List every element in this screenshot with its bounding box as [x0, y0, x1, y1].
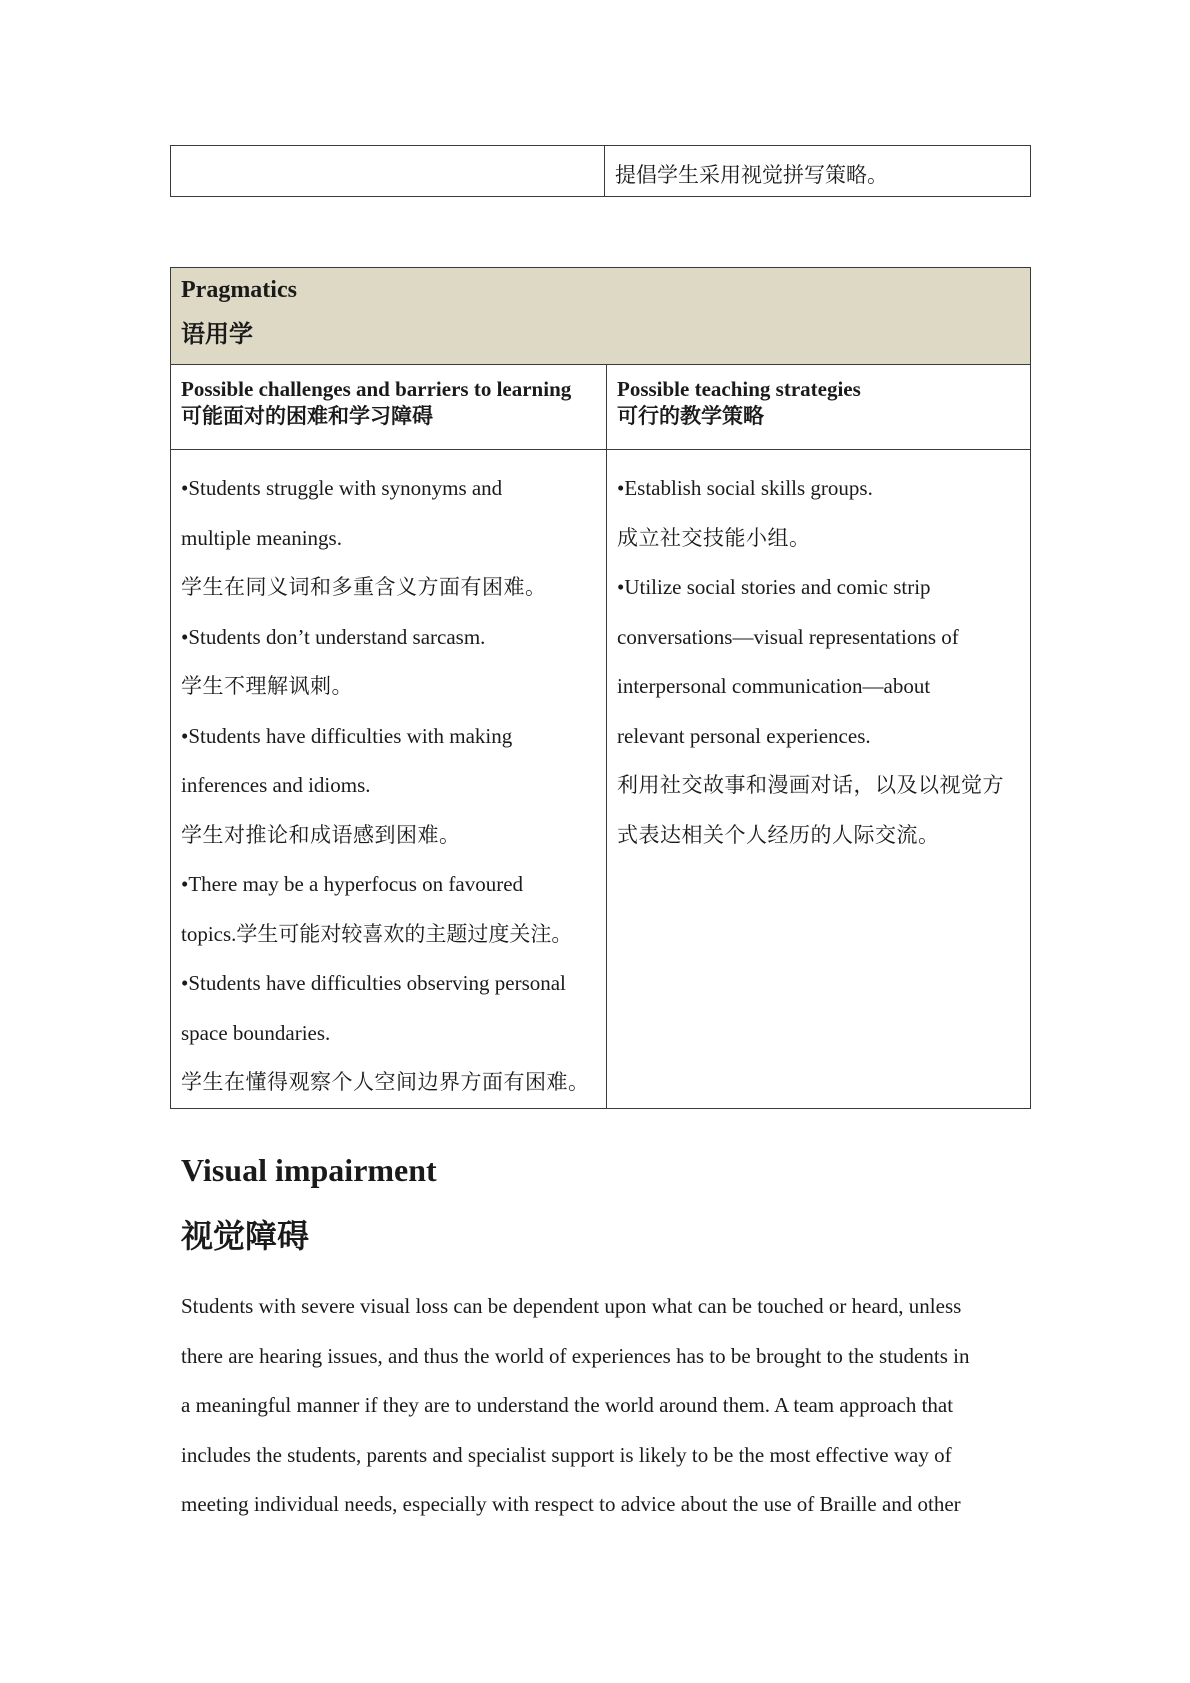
challenge-line: topics.学生可能对较喜欢的主题过度关注。: [181, 921, 573, 946]
challenge-line: 学生对推论和成语感到困难。: [181, 822, 461, 847]
challenge-line: •Students struggle with synonyms and: [181, 476, 503, 500]
challenges-header-cn: 可能面对的困难和学习障碍: [181, 404, 433, 429]
section-title-en: Pragmatics: [181, 277, 297, 303]
empty-cell: [171, 146, 605, 197]
section-heading-en: Visual impairment: [181, 1152, 437, 1188]
paragraph-line: a meaningful manner if they are to understand the world around them. A team approach that: [181, 1393, 954, 1417]
strategy-line: 式表达相关个人经历的人际交流。: [617, 822, 940, 847]
challenge-line: •Students have difficulties observing personal: [181, 971, 566, 995]
challenges-header-en: Possible challenges and barriers to learning: [181, 377, 572, 401]
strategy-text: 提倡学生采用视觉拼写策略。: [615, 163, 888, 187]
challenge-line: 学生在同义词和多重含义方面有困难。: [181, 575, 547, 599]
body-paragraph: [181, 1282, 1031, 1530]
strategies-header-cell: [607, 365, 1031, 450]
paragraph-line: Students with severe visual loss can be dependent upon what can be touched or heard, unless: [181, 1294, 962, 1318]
table-row: [171, 146, 1031, 197]
strategy-line: •Establish social skills groups.: [617, 476, 873, 500]
strategies-cell: [607, 450, 1031, 1109]
table-header-row: [171, 365, 1031, 450]
challenge-line: •Students have difficulties with making: [181, 723, 513, 748]
strategies-header-cn: 可行的教学策略: [617, 404, 764, 429]
challenges-header-cell: [171, 365, 607, 450]
strategies-header-en: Possible teaching strategies: [617, 377, 861, 401]
section-heading-cn: 视觉障碍: [181, 1218, 310, 1254]
section-title-cn: 语用学: [181, 322, 253, 348]
table-body-row: [171, 450, 1031, 1109]
strategy-cell: [605, 146, 1031, 197]
continued-strategies-table: [170, 145, 1031, 197]
strategy-line: relevant personal experiences.: [617, 723, 871, 748]
challenge-line: multiple meanings.: [181, 525, 342, 550]
strategy-line: conversations—visual representations of: [617, 624, 959, 649]
challenge-line: •There may be a hyperfocus on favoured: [181, 872, 524, 896]
challenge-line: 学生不理解讽刺。: [181, 674, 353, 698]
paragraph-line: meeting individual needs, especially with respect to advice about the use of Braille and other: [181, 1492, 961, 1516]
challenge-line: •Students don’t understand sarcasm.: [181, 624, 486, 649]
paragraph-line: there are hearing issues, and thus the world of experiences has to be brought to the students in: [181, 1343, 970, 1368]
strategy-line: interpersonal communication—about: [617, 674, 931, 698]
challenge-line: 学生在懂得观察个人空间边界方面有困难。: [181, 1070, 590, 1094]
strategy-line: •Utilize social stories and comic strip: [617, 575, 931, 599]
paragraph-line: includes the students, parents and specialist support is likely to be the most effective way of: [181, 1442, 952, 1467]
table-title-row: [171, 268, 1031, 365]
challenge-line: inferences and idioms.: [181, 773, 371, 797]
pragmatics-title-cell: [171, 268, 1031, 365]
strategy-line: 利用社交故事和漫画对话，以及以视觉方: [617, 773, 1004, 797]
challenge-line: space boundaries.: [181, 1020, 331, 1045]
pragmatics-table: [170, 267, 1031, 1109]
strategy-line: 成立社交技能小组。: [617, 525, 811, 550]
challenges-cell: [171, 450, 607, 1109]
